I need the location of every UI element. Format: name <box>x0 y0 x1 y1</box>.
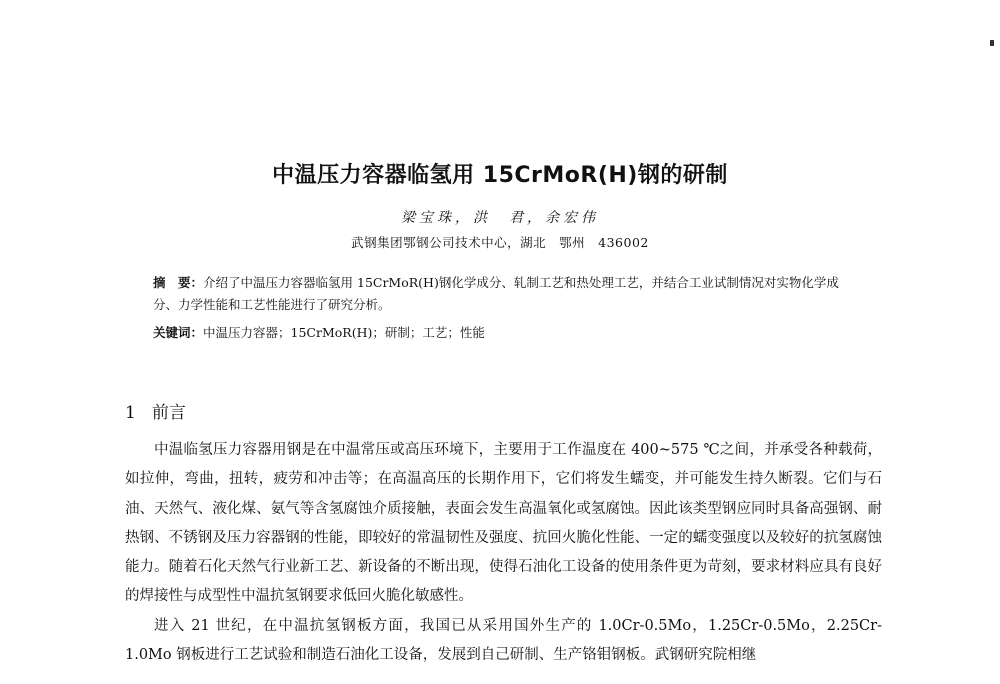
section-heading <box>125 398 186 423</box>
section-number: 1 <box>125 403 136 423</box>
paper-authors: 梁宝珠，洪 君，余宏伟 <box>401 210 599 226</box>
abstract-text: 介绍了中温压力容器临氢用 15CrMoR(H)钢化学成分、轧制工艺和热处理工艺，并结合工业试制情况对实物化学成分、力学性能和工艺性能进行了研究分析。 <box>153 275 839 312</box>
paper-affiliation: 武钢集团鄂钢公司技术中心，湖北 鄂州 436002 <box>351 235 649 250</box>
paper-title: 中温压力容器临氢用 15CrMoR(H)钢的研制 <box>272 163 728 188</box>
section-title: 前言 <box>151 403 186 423</box>
abstract-label: 摘 要： <box>153 275 204 290</box>
body-text <box>125 436 882 670</box>
body-paragraph: 中温临氢压力容器用钢是在中温常压或高压环境下，主要用于工作温度在 400~575 ℃之间，并承受各种载荷，如拉伸，弯曲，扭转，疲劳和冲击等；在高温高压的长期作用下，它们将发生蠕变，并可能发生持久断裂。它们与石油、天然气、液化煤、氨气等含氢腐蚀介质接触，表面会发生高温氧化或氢腐蚀。因此该类型钢应同时具备高强钢、耐热钢、不锈钢及压力容器钢的性能，即较好的常温韧性及强度、抗回火脆化性能、一定的蠕变强度以及较好的抗氢腐蚀能力。随着石化天然气行业新工艺、新设备的不断出现，使得石油化工设备的使用条件更为苛刻，要求材料应具有良好的焊接性与成型性中温抗氢钢要求低回火脆化敏感性。 <box>125 442 882 605</box>
keywords-block <box>153 322 863 344</box>
body-paragraph: 进入 21 世纪，在中温抗氢钢板方面，我国已从采用国外生产的 1.0Cr-0.5Mo，1.25Cr-0.5Mo，2.25Cr-1.0Mo 钢板进行工艺试验和制造石油化工设备，发展到自己研制、生产铬钼钢板。武钢研究院相继 <box>125 617 882 664</box>
abstract-block <box>153 272 863 316</box>
scan-edge-mark <box>990 40 994 46</box>
keywords-text: 中温压力容器；15CrMoR(H)；研制；工艺；性能 <box>203 325 485 340</box>
keywords-label: 关键词： <box>153 325 204 340</box>
